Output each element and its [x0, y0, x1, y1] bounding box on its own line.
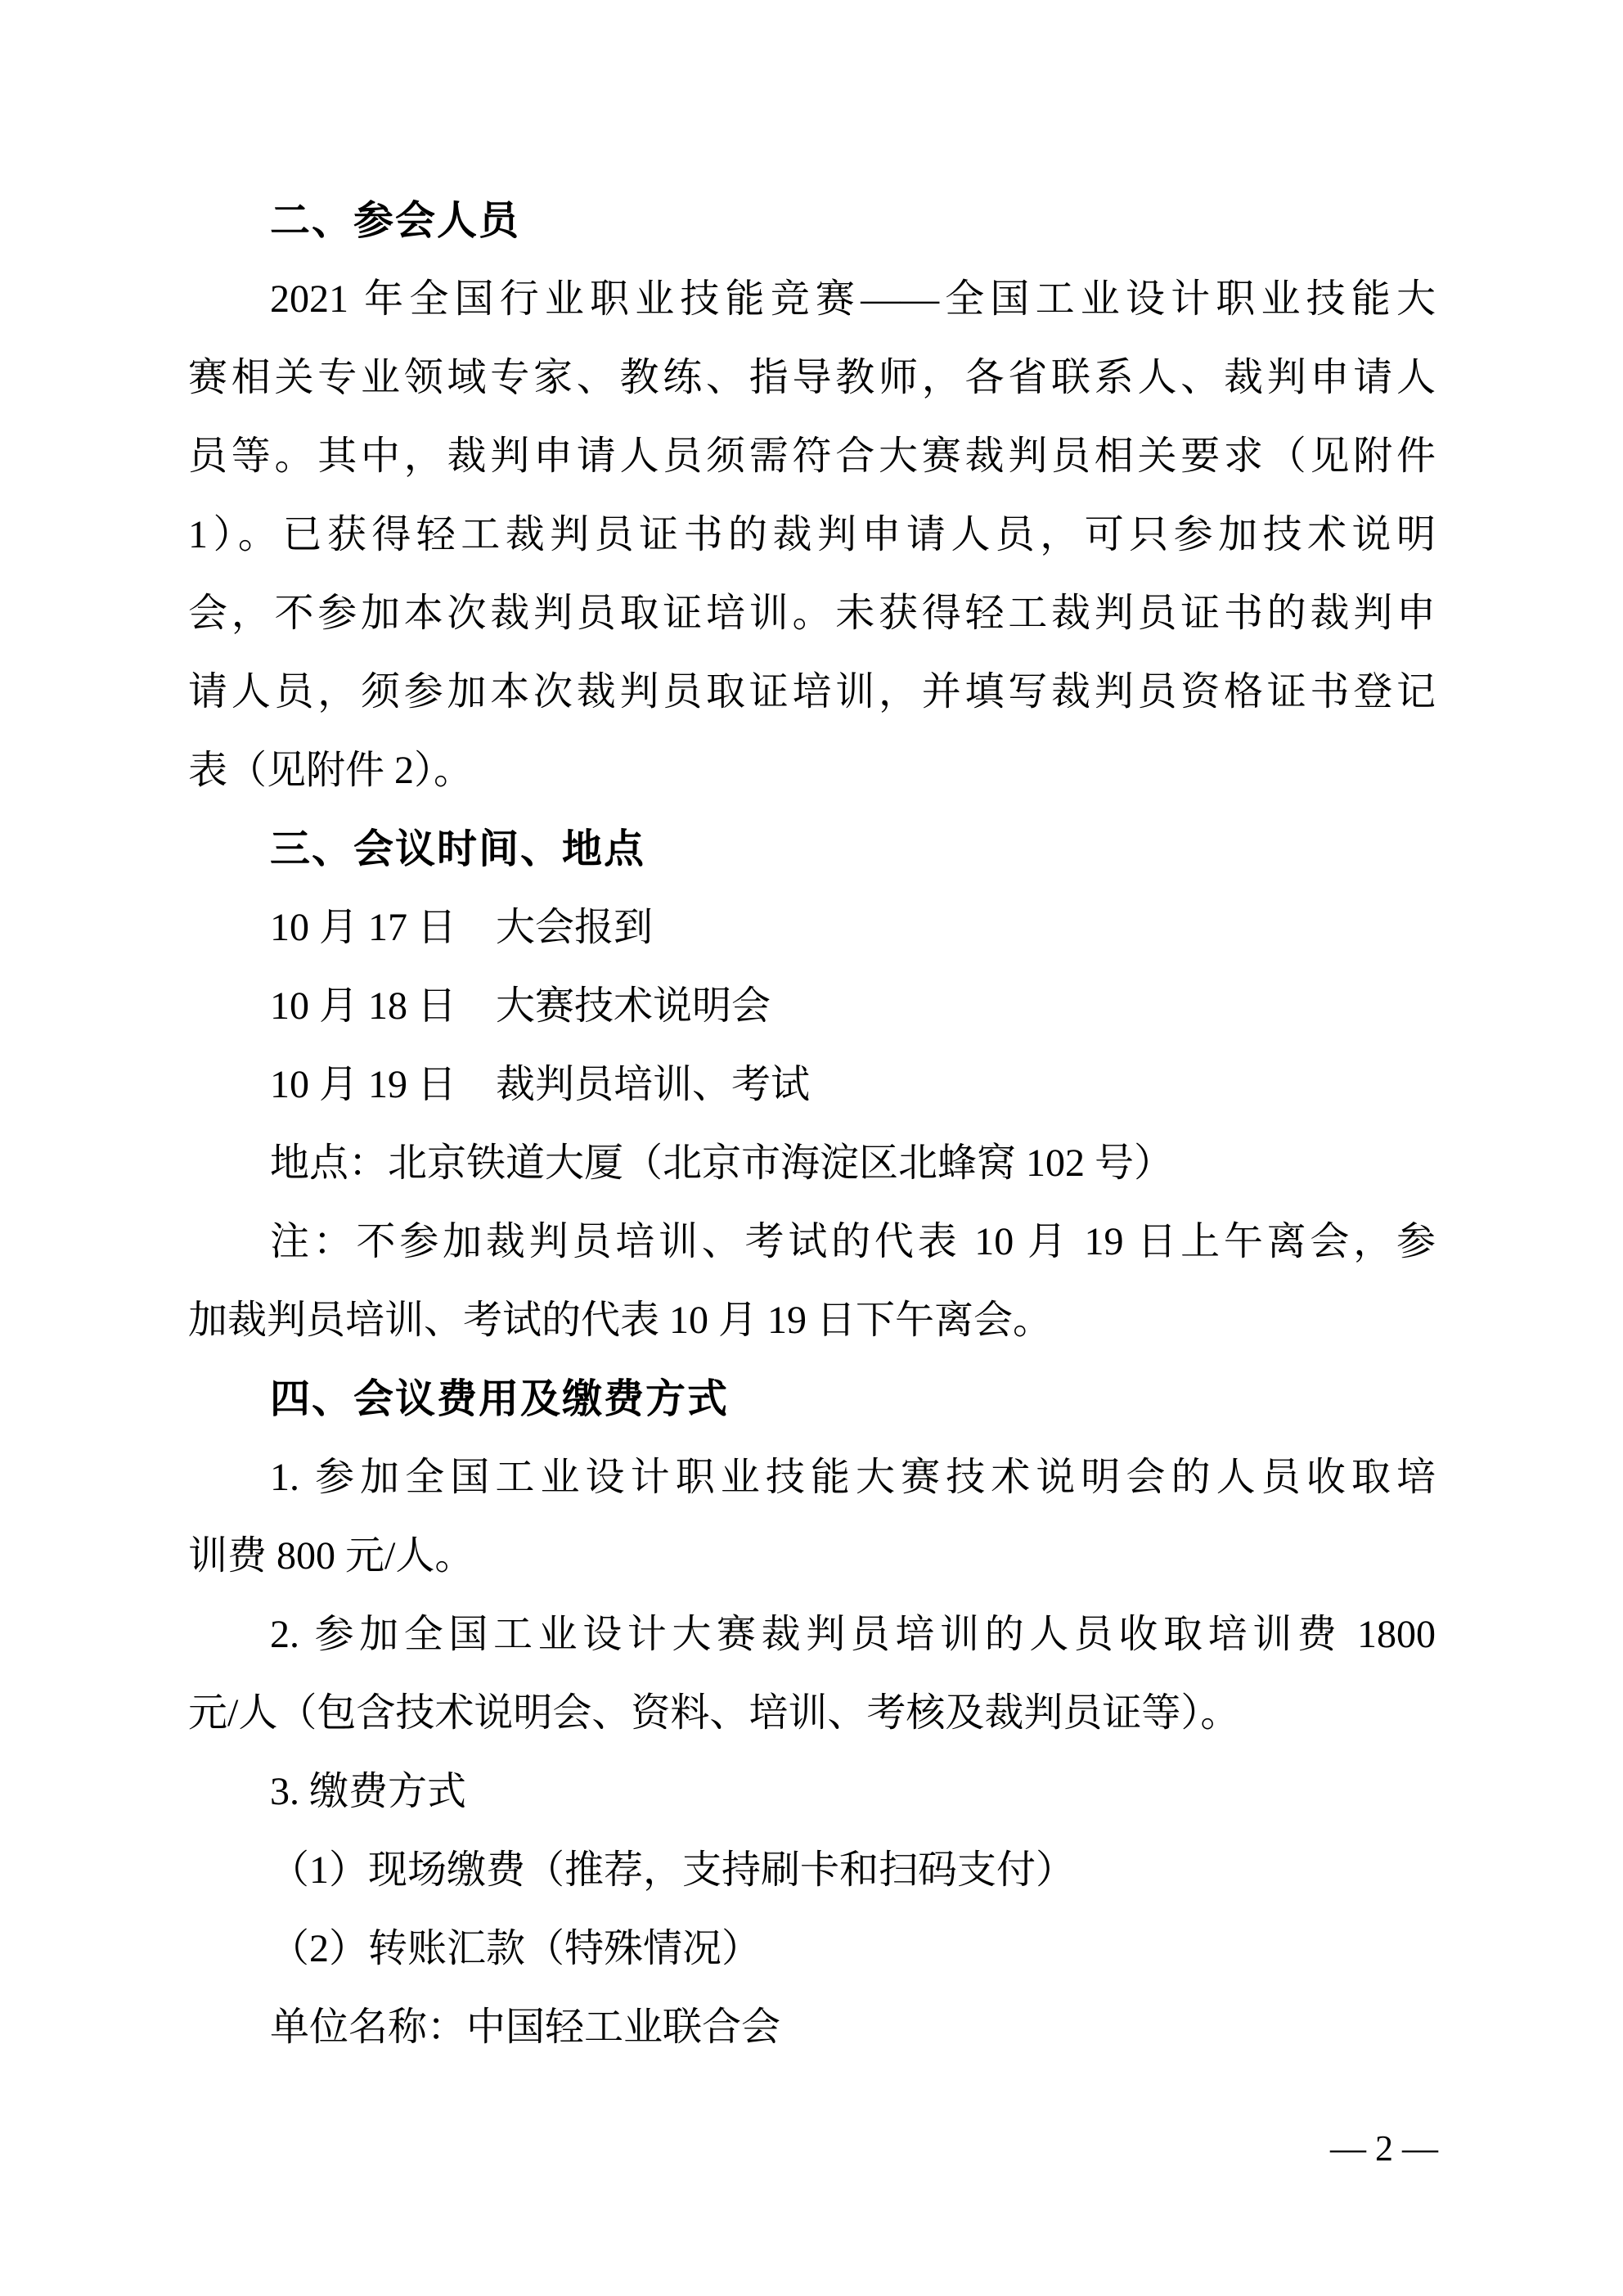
paragraph-line: 表（见附件 2）。	[188, 749, 474, 792]
document-body	[188, 182, 1436, 2067]
page-number: — 2 —	[1330, 2128, 1438, 2168]
section-heading-time-place: 三、会议时间、地点	[270, 827, 646, 871]
paragraph-line: 1）。已获得轻工裁判员证书的裁判申请人员，可只参加技术说明	[188, 513, 1436, 556]
payment-option-line: （2）转账汇款（特殊情况）	[270, 1927, 762, 1970]
fee-item-line: 训费 800 元/人。	[188, 1534, 474, 1578]
fee-item-line: 2. 参加全国工业设计大赛裁判员培训的人员收取培训费 1800	[270, 1613, 1436, 1656]
paragraph-line: 请人员，须参加本次裁判员取证培训，并填写裁判员资格证书登记	[188, 670, 1436, 714]
schedule-line: 10 月 18 日 大赛技术说明会	[270, 984, 771, 1028]
paragraph-line: 员等。其中，裁判申请人员须需符合大赛裁判员相关要求（见附件	[188, 434, 1436, 478]
payment-option-line: （1）现场缴费（推荐，支持刷卡和扫码支付）	[270, 1848, 1076, 1892]
schedule-line: 10 月 17 日 大会报到	[270, 906, 654, 949]
paragraph-line: 会，不参加本次裁判员取证培训。未获得轻工裁判员证书的裁判申	[188, 592, 1436, 635]
schedule-line: 10 月 19 日 裁判员培训、考试	[270, 1063, 811, 1106]
note-line: 加裁判员培训、考试的代表 10 月 19 日下午离会。	[188, 1299, 1053, 1342]
fee-item-line: 元/人（包含技术说明会、资料、培训、考核及裁判员证等）。	[188, 1691, 1240, 1735]
venue-line: 地点：北京铁道大厦（北京市海淀区北蜂窝 102 号）	[270, 1141, 1174, 1185]
fee-item-line: 1. 参加全国工业设计职业技能大赛技术说明会的人员收取培	[270, 1456, 1436, 1499]
section-heading-participants: 二、参会人员	[270, 199, 521, 243]
note-line: 注：不参加裁判员培训、考试的代表 10 月 19 日上午离会，参	[270, 1220, 1436, 1263]
payment-method-heading: 3. 缴费方式	[270, 1770, 467, 1813]
paragraph-line: 赛相关专业领域专家、教练、指导教师，各省联系人、裁判申请人	[188, 356, 1436, 399]
paragraph-line: 2021 年全国行业职业技能竞赛——全国工业设计职业技能大	[270, 277, 1436, 321]
section-heading-fees: 四、会议费用及缴费方式	[270, 1377, 730, 1421]
account-name-line: 单位名称：中国轻工业联合会	[270, 2006, 781, 2049]
